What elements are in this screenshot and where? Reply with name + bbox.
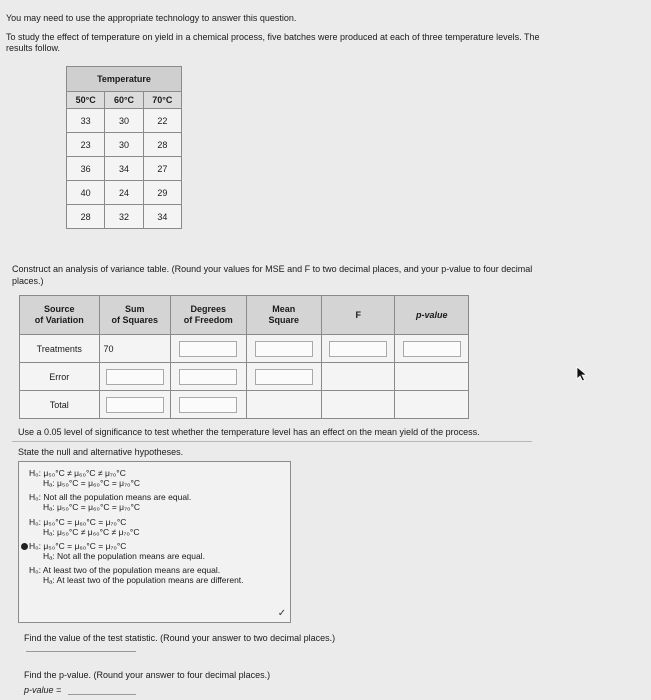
p-value-answer-input[interactable] bbox=[68, 694, 136, 695]
ss-total-cell bbox=[99, 391, 170, 419]
ms-error-cell bbox=[246, 363, 322, 391]
empty-cell bbox=[322, 391, 395, 419]
anova-row-total bbox=[20, 391, 469, 419]
header-f: F bbox=[322, 296, 395, 335]
f-treatments-cell bbox=[322, 335, 395, 363]
anova-instructions-continued: places.) bbox=[12, 276, 44, 286]
f-input[interactable] bbox=[329, 341, 387, 357]
option-3-h0[interactable]: H₀: μ₅₀°C = μ₆₀°C = μ₇₀°C bbox=[29, 517, 127, 527]
ss-error-input[interactable] bbox=[106, 369, 164, 385]
table-row bbox=[67, 205, 182, 229]
column-header: 50°C bbox=[67, 92, 105, 109]
p-value-input[interactable] bbox=[403, 341, 461, 357]
option-5-ha[interactable]: Hₐ: At least two of the population means are different. bbox=[43, 575, 244, 585]
table-cell: 22 bbox=[143, 109, 181, 133]
df-total-input[interactable] bbox=[179, 397, 237, 413]
empty-cell bbox=[395, 363, 469, 391]
divider bbox=[12, 441, 532, 442]
table-cell: 34 bbox=[143, 205, 181, 229]
p-value-label: p-value = bbox=[24, 685, 62, 695]
table-cell: 36 bbox=[67, 157, 105, 181]
significance-question: Use a 0.05 level of significance to test whether the temperature level has an effect on the mean yield of the process. bbox=[18, 427, 480, 437]
table-caption: Temperature bbox=[67, 67, 182, 92]
ms-treatments-cell bbox=[246, 335, 322, 363]
column-header: 70°C bbox=[143, 92, 181, 109]
table-cell: 30 bbox=[105, 133, 143, 157]
ss-treatments: 70 bbox=[99, 335, 170, 363]
table-cell: 33 bbox=[67, 109, 105, 133]
df-total-cell bbox=[171, 391, 247, 419]
problem-statement-continued: results follow. bbox=[6, 43, 61, 53]
hypotheses-dropdown[interactable] bbox=[18, 461, 291, 623]
option-2-h0[interactable]: H₀: Not all the population means are equal. bbox=[29, 492, 192, 502]
ms-error-input[interactable] bbox=[255, 369, 313, 385]
test-statistic-input[interactable] bbox=[26, 651, 136, 652]
problem-statement: To study the effect of temperature on yield in a chemical process, five batches were produced at each of three temperature levels. The bbox=[6, 32, 540, 42]
table-cell: 34 bbox=[105, 157, 143, 181]
empty-cell bbox=[395, 391, 469, 419]
table-row bbox=[67, 109, 182, 133]
source-label: Total bbox=[20, 391, 100, 419]
temperature-data-table bbox=[66, 66, 182, 229]
table-cell: 40 bbox=[67, 181, 105, 205]
table-cell: 29 bbox=[143, 181, 181, 205]
anova-instructions: Construct an analysis of variance table. (Round your values for MSE and F to two decimal places, and your p-value to four decimal bbox=[12, 264, 533, 274]
df-error-input[interactable] bbox=[179, 369, 237, 385]
column-header: 60°C bbox=[105, 92, 143, 109]
anova-row-treatments bbox=[20, 335, 469, 363]
source-label: Error bbox=[20, 363, 100, 391]
test-statistic-prompt: Find the value of the test statistic. (Round your answer to two decimal places.) bbox=[24, 633, 336, 643]
hypotheses-prompt: State the null and alternative hypotheses. bbox=[18, 447, 184, 457]
df-treatments-cell bbox=[171, 335, 247, 363]
header-sum-of-squares: Sum of Squares bbox=[99, 296, 170, 335]
header-p-value: p-value bbox=[395, 296, 469, 335]
df-treatments-input[interactable] bbox=[179, 341, 237, 357]
table-cell: 27 bbox=[143, 157, 181, 181]
empty-cell bbox=[246, 391, 322, 419]
option-4-h0[interactable]: H₀: μ₅₀°C = μ₆₀°C = μ₇₀°C bbox=[29, 541, 127, 551]
anova-table bbox=[19, 295, 469, 419]
table-cell: 24 bbox=[105, 181, 143, 205]
mouse-pointer-icon bbox=[576, 366, 588, 382]
option-4-ha[interactable]: Hₐ: Not all the population means are equal. bbox=[43, 551, 205, 561]
table-row bbox=[67, 181, 182, 205]
header-degrees-of-freedom: Degrees of Freedom bbox=[171, 296, 247, 335]
ss-error-cell bbox=[99, 363, 170, 391]
source-label: Treatments bbox=[20, 335, 100, 363]
ss-total-input[interactable] bbox=[106, 397, 164, 413]
option-1-ha[interactable]: Hₐ: μ₅₀°C = μ₆₀°C = μ₇₀°C bbox=[43, 478, 141, 488]
table-row bbox=[67, 133, 182, 157]
option-5-h0[interactable]: H₀: At least two of the population means are equal. bbox=[29, 565, 221, 575]
table-cell: 32 bbox=[105, 205, 143, 229]
p-value-prompt: Find the p-value. (Round your answer to four decimal places.) bbox=[24, 670, 271, 680]
anova-row-error bbox=[20, 363, 469, 391]
table-cell: 28 bbox=[67, 205, 105, 229]
selected-option-dot-icon bbox=[21, 543, 28, 550]
instruction-technology: You may need to use the appropriate technology to answer this question. bbox=[6, 13, 297, 23]
empty-cell bbox=[322, 363, 395, 391]
table-row bbox=[67, 157, 182, 181]
table-cell: 23 bbox=[67, 133, 105, 157]
option-3-ha[interactable]: Hₐ: μ₅₀°C ≠ μ₆₀°C ≠ μ₇₀°C bbox=[43, 527, 140, 537]
p-treatments-cell bbox=[395, 335, 469, 363]
table-cell: 28 bbox=[143, 133, 181, 157]
dropdown-check-icon[interactable]: ✓ bbox=[277, 608, 287, 619]
header-mean-square: Mean Square bbox=[246, 296, 322, 335]
option-1-h0[interactable]: H₀: μ₅₀°C ≠ μ₆₀°C ≠ μ₇₀°C bbox=[29, 468, 126, 478]
table-cell: 30 bbox=[105, 109, 143, 133]
df-error-cell bbox=[171, 363, 247, 391]
option-2-ha[interactable]: Hₐ: μ₅₀°C = μ₆₀°C = μ₇₀°C bbox=[43, 502, 141, 512]
ms-treatments-input[interactable] bbox=[255, 341, 313, 357]
header-source: Source of Variation bbox=[20, 296, 100, 335]
